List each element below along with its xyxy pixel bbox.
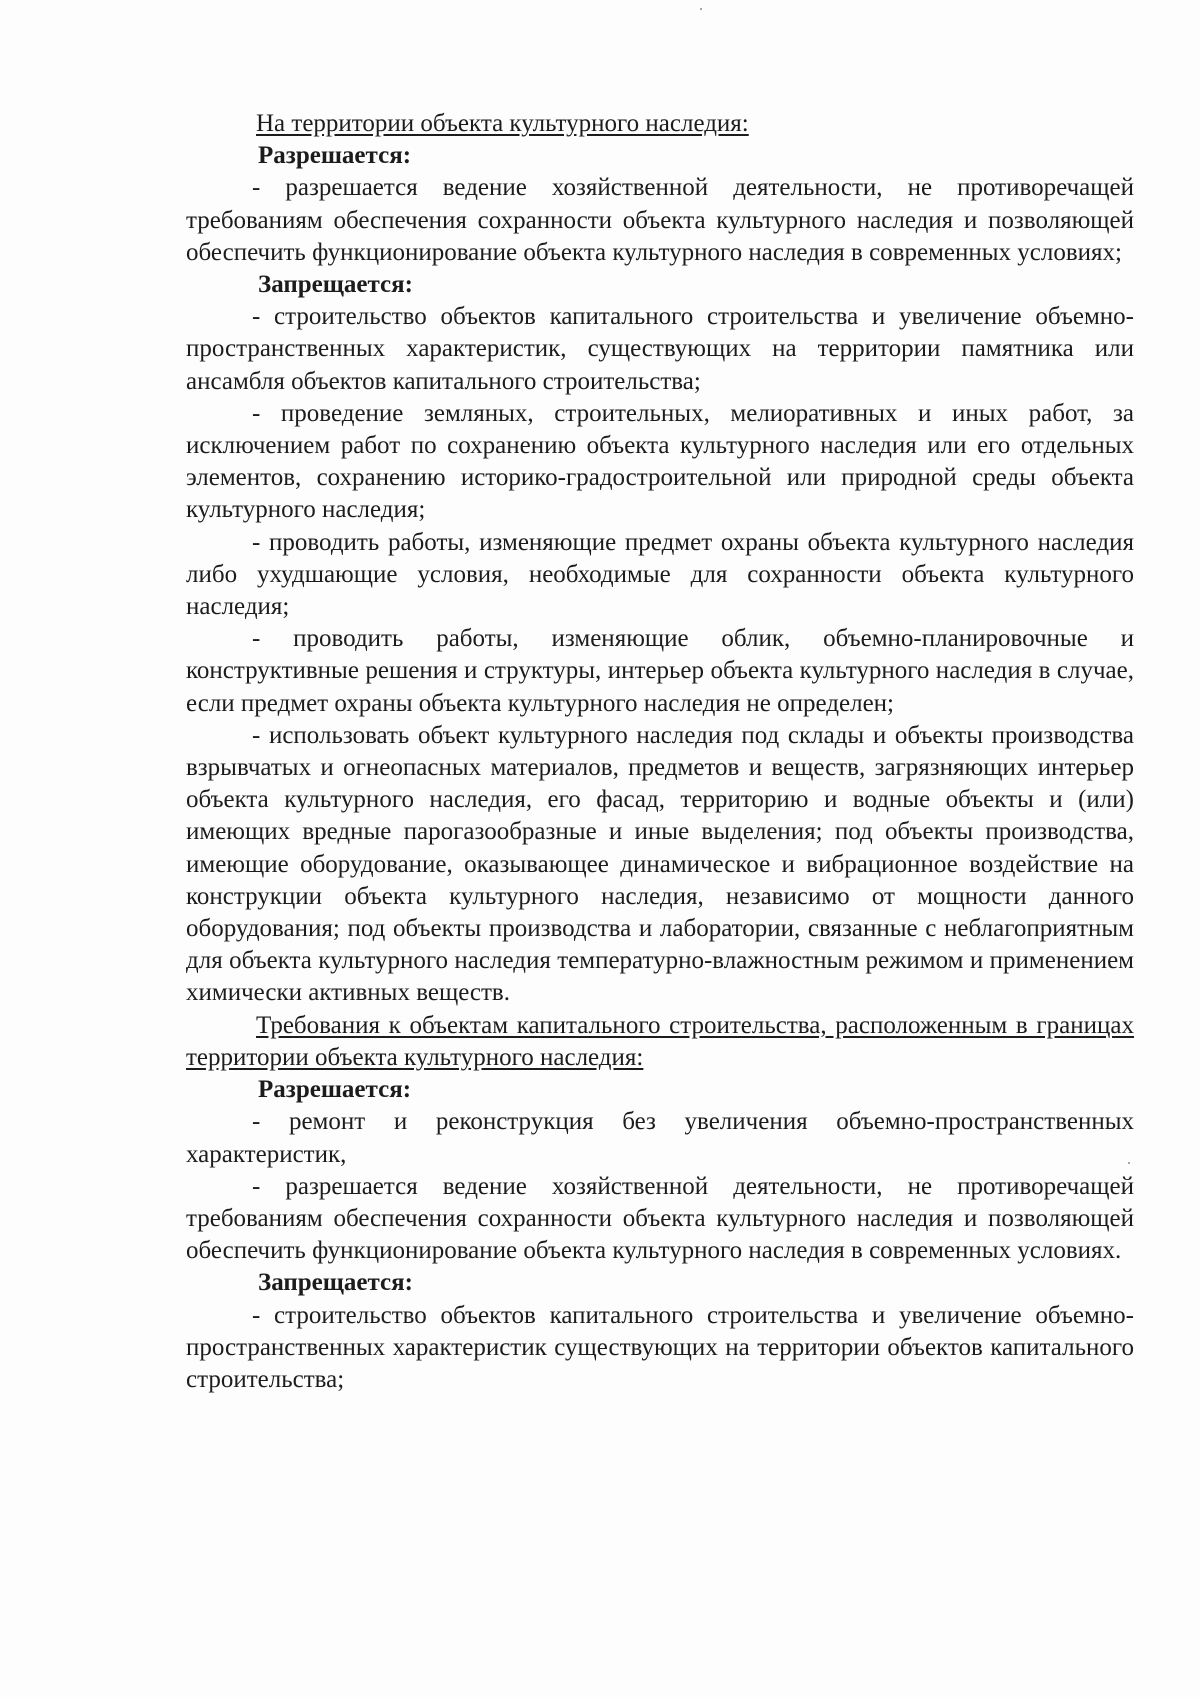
allowed-item: - разрешается ведение хозяйственной деятельности, не противоречащей требованиям обеспечения сохранности объекта культурного наследия и позволяющей обеспечить функционирование объекта культурного наследия в современных условиях; (186, 174, 1134, 266)
forbidden-heading: Запрещается: (258, 271, 414, 299)
forbidden-item: - строительство объектов капитального строительства и увеличение объемно-пространственных характеристик существующих на территории объектов капитального строительства; (186, 1301, 1134, 1393)
document-body (186, 108, 1134, 1396)
allowed-heading: Разрешается: (258, 1076, 412, 1104)
forbidden-item: - проводить работы, изменяющие облик, объемно-планировочные и конструктивные решения и структуры, интерьер объекта культурного наследия в случае, если предмет охраны объекта культурного наследия не определен; (186, 625, 1134, 717)
section-title-capital-objects: Требования к объектам капитального строительства, расположенным в границах территории объекта культурного наследия: (186, 1011, 1134, 1071)
scan-speck (700, 8, 702, 10)
forbidden-item: - строительство объектов капитального строительства и увеличение объемно-пространственных характеристик, существующих на территории памятника или ансамбля объектов капитального строительства; (186, 303, 1134, 395)
forbidden-item: - проводить работы, изменяющие предмет охраны объекта культурного наследия либо ухудшающие условия, необходимые для сохранности объекта культурного наследия; (186, 528, 1134, 621)
allowed-item: - ремонт и реконструкция без увеличения объемно-пространственных характеристик, (186, 1108, 1134, 1168)
forbidden-heading: Запрещается: (258, 1269, 414, 1297)
allowed-heading: Разрешается: (258, 142, 412, 170)
allowed-item: - разрешается ведение хозяйственной деятельности, не противоречащей требованиям обеспечения сохранности объекта культурного наследия и позволяющей обеспечить функционирование объекта культурного наследия в современных условиях. (186, 1172, 1134, 1265)
forbidden-item: - использовать объект культурного наследия под склады и объекты производства взрывчатых и огнеопасных материалов, предметов и веществ, загрязняющих интерьер объекта культурного наследия, его фасад, территорию и водные объекты и (или) имеющих вредные парогазообразные и иные выделения; под объекты производства, имеющие оборудование, оказывающее динамическое и вибрационное воздействие на конструкции объекта культурного наследия, независимо от мощности данного оборудования; под объекты производства и лаборатории, связанные с неблагоприятным для объекта культурного наследия температурно-влажностным режимом и применением химически активных веществ. (186, 721, 1134, 1007)
forbidden-item: - проведение земляных, строительных, мелиоративных и иных работ, за исключением работ по сохранению объекта культурного наследия или его отдельных элементов, сохранению историко-градостроительной или природной среды объекта культурного наследия; (186, 399, 1134, 524)
section-title-territory: На территории объекта культурного наследия: (256, 110, 749, 137)
